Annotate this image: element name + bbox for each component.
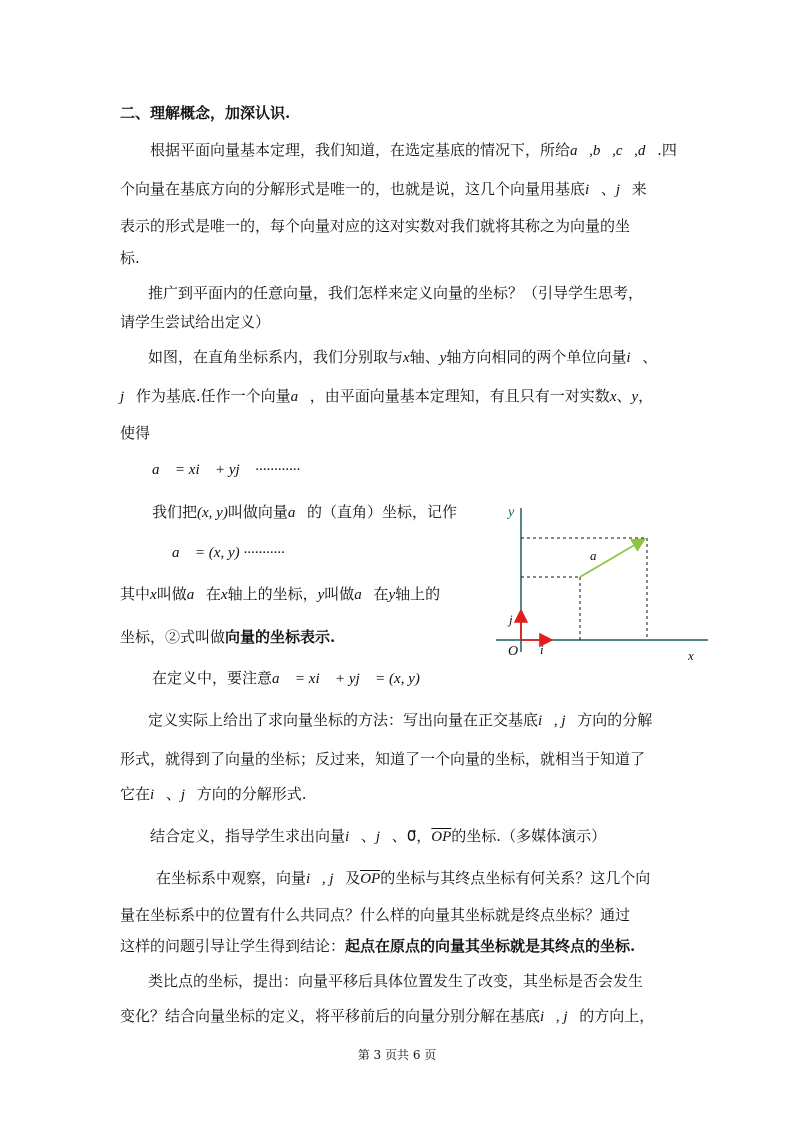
p7-line3: 它在i⃗、j⃗方向的分解形式.	[120, 785, 307, 803]
p1-line3: 表示的形式是唯一的，每个向量对应的这对实数对我们就将其称之为向量的坐	[120, 217, 631, 235]
y-axis-label: y	[508, 505, 515, 520]
page-footer: 第 3 页共 6 页	[357, 1048, 437, 1062]
p5-line1: 其中x叫做a⃗在x轴上的坐标，y叫做a⃗在y轴上的	[120, 585, 441, 603]
p3-line2: j⃗作为基底.任作一个向量a⃗，由平面向量基本定理知，有且只有一对实数x、y，	[120, 387, 654, 405]
p2-line2: 请学生尝试给出定义）	[120, 313, 271, 331]
p3-line1: 如图，在直角坐标系内，我们分别取与x轴、y轴方向相同的两个单位向量i⃗、	[148, 348, 658, 366]
p5-line2: 坐标，②式叫做向量的坐标表示.	[120, 628, 336, 646]
x-axis-label: x	[688, 648, 694, 663]
p9-line3: 这样的问题引导让学生得到结论：起点在原点的向量其坐标就是其终点的坐标.	[120, 937, 636, 955]
p10-line1: 类比点的坐标，提出：向量平移后具体位置发生了改变，其坐标是否会发生	[148, 972, 644, 990]
equation-2: a⃗ = (x, y) ···········②	[172, 545, 297, 561]
p9-line2: 量在坐标系中的位置有什么共同点？什么样的向量其坐标就是终点坐标？通过	[120, 906, 631, 924]
unit-vector-j-label: j	[509, 612, 513, 627]
p8-line: 结合定义，指导学生求出向量i⃗、j⃗、0⃗，$\overline{OP}$的坐标.（多媒体演示）	[150, 827, 607, 845]
p3-line3: 使得	[120, 424, 151, 442]
p7-line2: 形式，就得到了向量的坐标；反过来，知道了一个向量的坐标，就相当于知道了	[120, 750, 646, 768]
p10-line2: 变化？结合向量坐标的定义，将平移前后的向量分别分解在基底i⃗, j⃗的方向上，	[120, 1007, 655, 1025]
unit-vector-i-label: i	[540, 642, 544, 657]
coordinate-figure	[490, 500, 720, 670]
vector-a-label: a	[590, 548, 597, 563]
p6-line: 在定义中，要注意a⃗ = xi⃗ + yj⃗ = (x, y)	[152, 669, 420, 687]
p9-line1: 在坐标系中观察，向量i⃗, j⃗及$\overline{OP}$的坐标与其终点坐标有何关系？这几个向	[156, 869, 651, 887]
p7-line1: 定义实际上给出了求向量坐标的方法：写出向量在正交基底i⃗, j⃗方向的分解	[148, 711, 653, 729]
p4-line1: 我们把(x, y)叫做向量a⃗的（直角）坐标，记作	[152, 503, 458, 521]
equation-1: a⃗ = xi⃗ + yj⃗ ············①	[152, 462, 312, 478]
p1-line2: 个向量在基底方向的分解形式是唯一的，也就是说，这几个向量用基底i⃗、j⃗来	[120, 180, 647, 198]
p1-line4: 标.	[120, 249, 140, 267]
p1-line1: 根据平面向量基本定理，我们知道，在选定基底的情况下，所给a⃗,b⃗,c⃗,d⃗.四	[150, 141, 677, 159]
p2-line1: 推广到平面内的任意向量，我们怎样来定义向量的坐标？（引导学生思考，	[148, 284, 644, 302]
origin-label: O	[508, 644, 519, 659]
section-heading: 二、理解概念，加深认识.	[120, 104, 291, 122]
